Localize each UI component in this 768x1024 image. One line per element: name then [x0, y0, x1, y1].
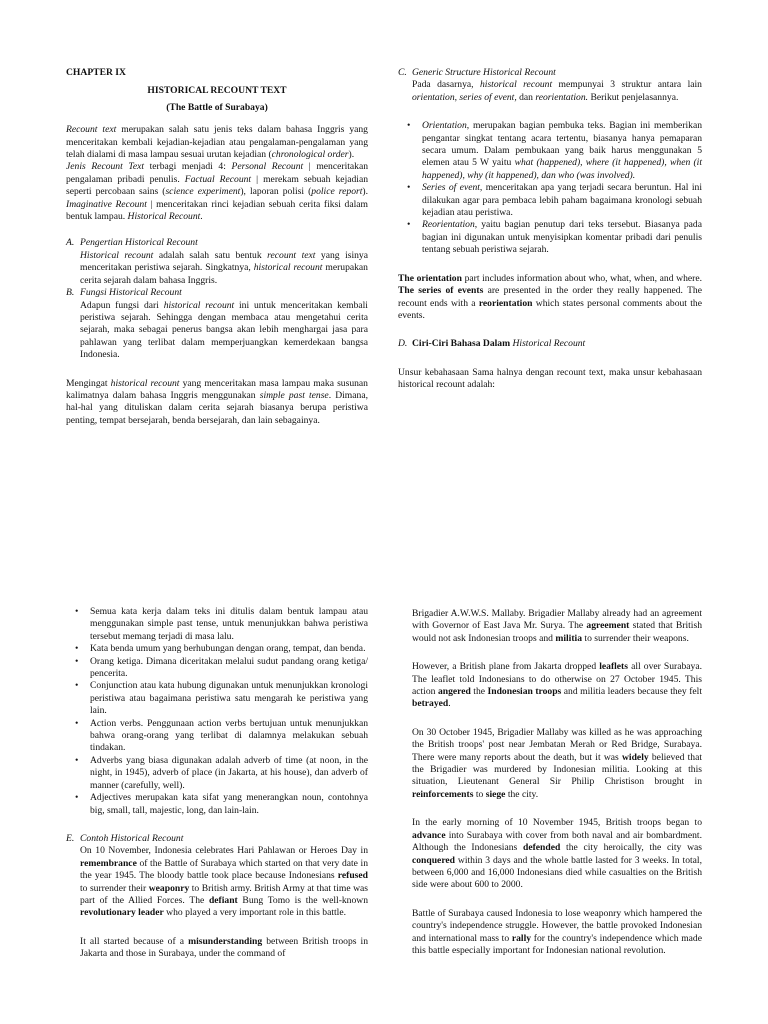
- text-run: However, a British plane from Jakarta dropped: [412, 661, 600, 673]
- text-run: | merekam sebuah kejadian seperti percobaan sains (: [66, 173, 369, 198]
- mengingat-paragraph: [66, 378, 368, 428]
- text-run: Semua kata kerja dalam teks ini ditulis dalam bentuk lampau atau menggunakan simple past tense, untuk menunjukkan bahwa peristiwa tersebut memang terjadi di masa lalu.: [90, 606, 368, 642]
- recount-paragraph-4: [412, 817, 702, 891]
- bullet-item: [66, 718, 368, 755]
- text-run: for the country's independence which made this battle especially important for Indonesian national revolution.: [412, 932, 702, 956]
- text-run: science experiment: [165, 186, 241, 198]
- text-run: Conjunction atau kata hubung digunakan untuk menunjukkan kronologi peristiwa atau bagaimana peristiwa satu mengarah ke peristiwa yang lain.: [90, 680, 368, 717]
- text-run: Brigadier A.W.W.S. Mallaby. Brigadier Mallaby already had an agreement with Governor of East Java Mr. Surya. The: [412, 608, 702, 632]
- text-run: Reorientation: [422, 219, 475, 231]
- text-run: terbagi menjadi 4:: [144, 161, 232, 173]
- text-run: revolutionary leader: [80, 907, 164, 919]
- text-run: believed that the Brigadier was murdered by Indonesian militia. Looking at this situation, Lieutenant General Sir Philip Christison brought in: [412, 751, 702, 788]
- section-b-title: Fungsi Historical Recount: [80, 287, 182, 299]
- text-run: Battle of Surabaya caused Indonesia to lose weaponry which hampered the country's independence struggle. However, the battle provoked Indonesian and international mass to: [412, 907, 702, 944]
- text-run: Unsur kebahasaan Sama halnya dengan recount text, maka unsur kebahasaan historical recount adalah:: [398, 366, 702, 391]
- text-run: defiant: [208, 894, 238, 906]
- text-run: ).: [362, 186, 368, 198]
- recount-paragraph-1: [412, 608, 702, 645]
- text-run: .: [448, 698, 451, 710]
- page-subtitle: (The Battle of Surabaya): [166, 101, 268, 113]
- text-run: Orientation: [422, 120, 467, 132]
- text-run: Factual Recount: [184, 173, 252, 185]
- section-e-body: [66, 845, 368, 919]
- text-run: Personal Recount: [231, 161, 304, 173]
- text-run: On 10 November, Indonesia celebrates Hari Pahlawan or Heroes Day in: [80, 845, 368, 857]
- text-run: conquered: [412, 854, 455, 866]
- bullet-item: [398, 219, 702, 256]
- bullet-item: [66, 755, 368, 792]
- text-run: Jenis Recount Text: [66, 161, 145, 173]
- section-e-label: E.: [66, 832, 75, 844]
- text-run: reorientation.: [535, 91, 589, 103]
- misunderstanding-paragraph: [66, 936, 368, 961]
- text-run: to surrender their weapons.: [582, 632, 689, 644]
- text-run: all over Surabaya. The leaflet told Indonesians to do otherwise on 27 October 1945. This action: [412, 661, 702, 698]
- text-run: merupakan salah satu jenis teks dalam bahasa Inggris yang menceritakan kembali kejadian-kejadian atau pengalaman-pengalaman yang telah dialami di masa lampau sesuai urutan kejadian (: [66, 124, 368, 161]
- text-run: what (happened), where (it happened), when (it happened), why (it happened), dan who (was involved).: [422, 157, 703, 181]
- text-run: rally: [511, 932, 532, 944]
- text-run: stated that British would not ask Indonesian troops and: [412, 620, 702, 644]
- text-run: misunderstanding: [188, 935, 263, 947]
- section-d-title-bold: Ciri-Ciri Bahasa Dalam: [412, 338, 511, 350]
- section-e-title: Contoh Historical Recount: [80, 832, 184, 844]
- structure-bullet-list: [398, 120, 702, 256]
- text-run: betrayed: [412, 698, 449, 710]
- text-run: to British army. British Army at that time was part of the Allied Forces. The: [80, 882, 368, 906]
- text-run: merupakan cerita sejarah dalam bahasa Inggris.: [80, 262, 368, 286]
- top-left-column: [66, 67, 368, 427]
- text-run: , yaitu bagian penutup dari teks tersebut. Biasanya pada bagian ini digunakan untuk menyisipkan komentar pribadi dari penulis tentang sebuah peristiwa sejarah.: [422, 219, 702, 256]
- text-run: Historical Recount: [127, 211, 201, 223]
- section-a-label: A.: [66, 237, 75, 249]
- text-run: ).: [348, 149, 355, 161]
- bullet-item: [66, 792, 368, 817]
- text-run: angered: [437, 686, 471, 698]
- types-paragraph: [66, 161, 368, 223]
- section-b-body: [66, 300, 368, 362]
- text-run: advance: [412, 829, 446, 841]
- text-run: siege: [485, 788, 506, 800]
- section-b-label: B.: [66, 287, 75, 299]
- text-run: militia: [555, 632, 583, 644]
- text-run: defended: [523, 842, 561, 854]
- text-run: ), laporan polisi (: [240, 186, 312, 198]
- text-run: In the early morning of 10 November 1945, British troops began to: [412, 817, 702, 829]
- bullet-item: [66, 643, 368, 655]
- text-run: within 3 days and the whole battle lasted for 3 weeks. In total, between 6,000 and 16,000 Indonesians died while casualties on the British side were about 600 to 2000.: [412, 854, 702, 891]
- bullet-item: [398, 182, 702, 219]
- text-run: It all started because of a: [80, 935, 189, 947]
- text-run: Adverbs yang biasa digunakan adalah adverb of time (at noon, in the night, in 1945), adverb of place (in Jakarta, at his house), dan adverb of manner (carefully, well).: [90, 754, 368, 791]
- bullet-item: [66, 680, 368, 717]
- text-run: Indonesian troops: [487, 686, 562, 698]
- text-run: police report: [311, 186, 363, 198]
- text-run: The series of events: [398, 285, 484, 297]
- text-run: to: [473, 788, 486, 800]
- bottom-right-column: [412, 608, 702, 957]
- bullet-item: [398, 120, 702, 182]
- unsur-paragraph: [398, 367, 702, 392]
- text-run: Orang ketiga. Dimana diceritakan melalui sudut pandang orang ketiga/ pencerita.: [90, 655, 368, 680]
- language-features-list: [66, 606, 368, 817]
- text-run: the city.: [505, 788, 539, 800]
- section-d-label: D.: [398, 338, 408, 350]
- text-run: widely: [622, 751, 649, 763]
- text-run: reorientation: [478, 297, 533, 309]
- section-c-body: [398, 79, 702, 104]
- text-run: yang isinya menceritakan peristiwa sejarah. Singkatnya,: [80, 249, 368, 274]
- text-run: orientation, series of event,: [412, 91, 517, 103]
- text-run: , merupakan bagian pembuka teks. Bagian ini memberikan pengantar singkat tentang acara tertentu, biasanya hanya pemaparan secara umum. Dalam pembukaan yang baik harus menggunakan 5 elemen atau 5 W yaitu: [422, 120, 702, 169]
- section-c-label: C.: [398, 67, 407, 78]
- text-run: | menceritakan pengalaman pribadi penulis.: [66, 161, 369, 185]
- text-run: .: [200, 211, 203, 223]
- text-run: the city heroically, the city was: [560, 842, 702, 854]
- text-run: Adjectives merupakan kata sifat yang menerangkan noun, contohnya big, small, tall, majestic, long, dan lain-lain.: [90, 792, 368, 816]
- intro-paragraph: [66, 124, 368, 161]
- text-run: and militia leaders because they felt: [561, 686, 702, 698]
- text-run: Series of event: [422, 182, 480, 194]
- text-run: Bung Tomo is the well-known: [237, 894, 368, 906]
- text-run: who played a very important role in this battle.: [163, 907, 347, 919]
- text-run: historical recount: [253, 262, 323, 274]
- text-run: refused: [337, 870, 368, 882]
- text-run: Recount text: [66, 124, 117, 136]
- section-d-title: [412, 338, 585, 350]
- text-run: which states personal comments about the events.: [398, 297, 702, 321]
- english-summary-paragraph: [398, 273, 702, 323]
- recount-paragraph-2: [412, 661, 702, 711]
- chapter-heading: CHAPTER IX: [66, 67, 126, 78]
- text-run: agreement: [586, 620, 630, 632]
- page-title: HISTORICAL RECOUNT TEXT: [147, 85, 287, 97]
- text-run: dan: [516, 91, 536, 103]
- text-run: are presented in the order they really happened. The recount ends with a: [398, 285, 702, 309]
- text-run: The orientation: [398, 272, 462, 284]
- recount-paragraph-3: [412, 727, 702, 801]
- text-run: yang menceritakan masa lampau maka susunan kalimatnya dalam bahasa Inggris menggunakan: [66, 377, 368, 401]
- text-run: Action verbs. Penggunaan action verbs bertujuan untuk menunjukkan bahwa orang-orang yang terlibat di dalamnya melakukan sebuah tindakan.: [90, 717, 368, 754]
- text-run: historical recount: [163, 299, 235, 311]
- section-c-heading: [398, 67, 702, 79]
- top-right-column: [398, 67, 702, 392]
- section-b-heading: [66, 287, 368, 299]
- text-run: remembrance: [80, 857, 137, 869]
- text-run: | menceritakan rinci kejadian sebuah cerita fiksi dalam bentuk lampau.: [66, 198, 369, 223]
- text-run: into Surabaya with cover from both naval and air bombardment. Although the Indonesians: [412, 829, 702, 854]
- section-c-title: Generic Structure Historical Recount: [412, 67, 556, 78]
- section-d-heading: [398, 338, 702, 350]
- text-run: adalah salah satu bentuk: [153, 249, 268, 261]
- section-a-heading: [66, 237, 368, 249]
- text-run: Imaginative Recount: [66, 198, 147, 210]
- text-run: Berikut penjelasannya.: [588, 91, 679, 103]
- text-run: Kata benda umum yang berhubungan dengan orang, tempat, dan benda.: [90, 643, 366, 655]
- section-a-body: [66, 250, 368, 287]
- text-run: chronological order: [271, 149, 349, 161]
- text-run: Pada dasarnya,: [412, 79, 480, 91]
- text-run: historical recount: [110, 377, 180, 389]
- text-run: part includes information about who, what, when, and where.: [461, 272, 702, 284]
- section-a-title: Pengertian Historical Recount: [80, 237, 198, 249]
- text-run: reinforcements: [412, 788, 474, 800]
- text-run: Historical recount: [80, 249, 154, 261]
- text-run: Adapun fungsi dari: [80, 299, 164, 311]
- text-run: to surrender their: [80, 882, 149, 894]
- text-run: recount text: [267, 249, 316, 261]
- text-run: . Dimana, hal-hal yang dituliskan dalam cerita sejarah biasanya berupa peristiwa penting, tempat bersejarah, benda bersejarah, dan lain sebagainya.: [66, 389, 368, 426]
- recount-paragraph-5: [412, 908, 702, 958]
- section-d-title-rest: Historical Recount: [510, 338, 586, 350]
- text-run: weaponry: [148, 882, 190, 894]
- text-run: leaflets: [599, 661, 628, 673]
- text-run: mempunyai 3 struktur antara lain: [552, 79, 702, 91]
- bottom-left-column: [66, 606, 368, 961]
- text-run: historical recount: [479, 79, 553, 91]
- text-run: simple past tense: [259, 389, 329, 401]
- text-run: between British troops in Jakarta and those in Surabaya, under the command of: [80, 935, 369, 960]
- bullet-item: [66, 606, 368, 643]
- text-run: On 30 October 1945, Brigadier Mallaby was killed as he was approaching the British troops' post near Jembatan Merah or Red Bridge, Surabaya. There were many reports about the death, but it was: [412, 726, 702, 763]
- text-run: of the Battle of Surabaya which started on that very date in the year 1945. The bloody battle took place because Indonesians: [80, 857, 368, 882]
- text-run: , menceritakan apa yang terjadi secara beruntun. Hal ini dilakukan agar para pembaca lebih paham bagaimana kronologi sebuah kejadian atau peristiwa.: [422, 182, 702, 219]
- text-run: ini untuk menceritakan kembali peristiwa sejarah. Sehingga dengan membaca atau mengetahui cerita sejarah, maka sebagai penerus bangsa akan lebih menghargai jasa para pahlawan yang terlibat dalam memperjuangkan kemerdekaan bangsa Indonesia.: [80, 299, 368, 361]
- bullet-item: [66, 656, 368, 681]
- section-e-heading: [66, 833, 368, 845]
- text-run: Mengingat: [66, 377, 111, 389]
- text-run: the: [470, 686, 488, 698]
